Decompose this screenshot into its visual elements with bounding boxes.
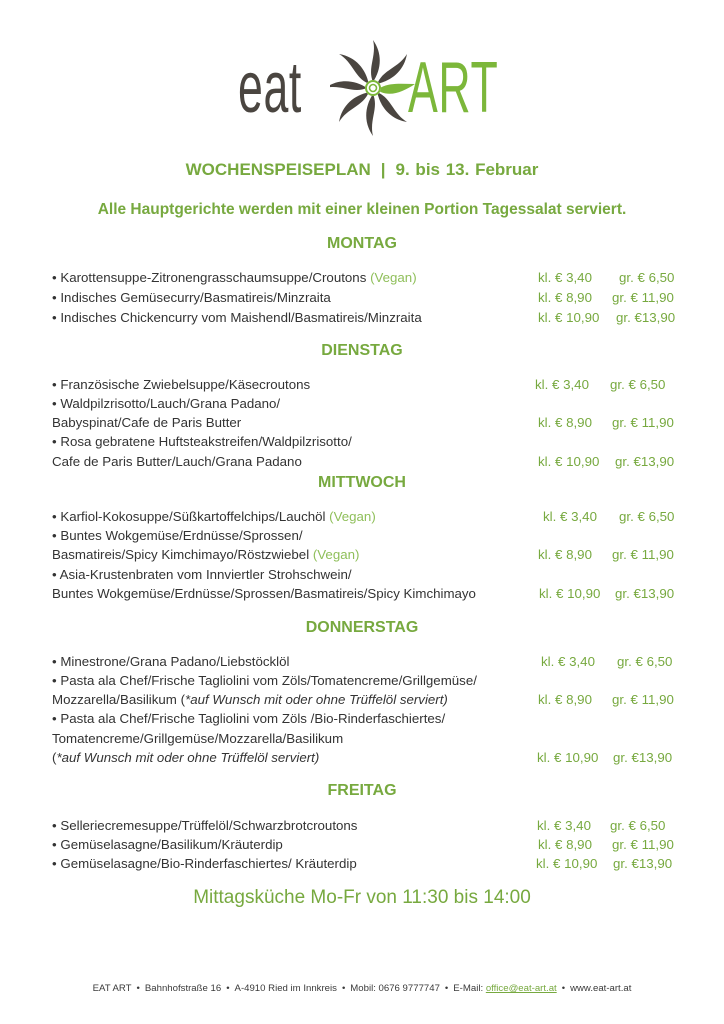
menu-item-line: Cafe de Paris Butter/Lauch/Grana Padano [52, 454, 302, 469]
price-large: gr. € 6,50 [619, 270, 675, 285]
menu-item-line: Mozzarella/Basilikum (*auf Wunsch mit oder ohne Trüffelöl serviert) [52, 692, 448, 707]
day-heading-dienstag: DIENSTAG [321, 342, 403, 359]
footer-contact: EAT ART • Bahnhofstraße 16 • A-4910 Ried im Innkreis • Mobil: 0676 9777747 • E-Mail: office@eat-art.at • www.eat-art.at [92, 983, 632, 994]
price-large: gr. € 11,90 [612, 290, 674, 305]
menu-item-line: Tomatencreme/Grillgemüse/Mozzarella/Basilikum [52, 731, 344, 746]
day-heading-montag: MONTAG [327, 235, 397, 252]
vegan-tag: (Vegan) [370, 270, 417, 285]
vegan-tag: (Vegan) [312, 547, 360, 562]
price-large: gr. €13,90 [615, 586, 675, 601]
price-large: gr. € 6,50 [619, 509, 675, 524]
vegan-tag: (Vegan) [329, 509, 376, 524]
footer-address: Bahnhofstraße 16 [144, 983, 222, 994]
truffle-note: *auf Wunsch mit oder ohne Trüffelöl serviert) [56, 750, 320, 765]
menu-item: • Gemüselasagne/Basilikum/Kräuterdip [52, 837, 283, 852]
price-large: gr. € 11,90 [612, 837, 674, 852]
price-large: gr. € 11,90 [612, 692, 674, 707]
price-large: gr. € 6,50 [610, 818, 666, 833]
menu-item: • Indisches Gemüsecurry/Basmatireis/Minzraita [52, 290, 331, 305]
price-small: kl. € 3,40 [537, 818, 591, 833]
menu-item: • Gemüselasagne/Bio-Rinderfaschiertes/ Kräuterdip [52, 856, 357, 871]
price-small: kl. € 3,40 [535, 377, 589, 392]
menu-item-line: • Waldpilzrisotto/Lauch/Grana Padano/ [52, 396, 281, 411]
price-large: gr. € 6,50 [617, 654, 673, 669]
footer-phone: Mobil: 0676 9777747 [350, 983, 440, 994]
price-small: kl. € 10,90 [538, 310, 600, 325]
menu-item-line: • Pasta ala Chef/Frische Tagliolini vom Zöls/Tomatencreme/Grillgemüse/ [52, 673, 477, 688]
footer-email-label: E-Mail: [453, 983, 484, 994]
price-small: kl. € 8,90 [538, 415, 592, 430]
day-heading-donnerstag: DONNERSTAG [305, 619, 419, 636]
price-small: kl. € 8,90 [538, 692, 592, 707]
logo-word-eat: eat [238, 48, 302, 128]
title-separator: | [380, 160, 386, 179]
menu-item: • Französische Zwiebelsuppe/Käsecroutons [52, 377, 311, 392]
price-small: kl. € 10,90 [539, 586, 601, 601]
price-large: gr. € 11,90 [612, 415, 674, 430]
subtitle-note: Alle Hauptgerichte werden mit einer kleinen Portion Tagessalat serviert. [97, 201, 627, 218]
title-label: WOCHENSPEISEPLAN [185, 160, 371, 179]
price-small: kl. € 8,90 [538, 547, 592, 562]
price-large: gr. € 6,50 [610, 377, 666, 392]
menu-item-line: • Rosa gebratene Huftsteakstreifen/Waldpilzrisotto/ [52, 434, 352, 449]
price-small: kl. € 3,40 [538, 270, 592, 285]
logo-word-art: ART [408, 48, 499, 128]
day-heading-mittwoch: MITTWOCH [318, 474, 406, 491]
footer-city: A-4910 Ried im Innkreis [234, 983, 337, 994]
price-large: gr. €13,90 [616, 310, 676, 325]
swirl-flower-icon [330, 38, 416, 138]
eat-art-logo [238, 38, 498, 138]
menu-item: • Karfiol-Kokosuppe/Süßkartoffelchips/Lauchöl (Vegan) [52, 509, 376, 524]
price-small: kl. € 10,90 [537, 750, 599, 765]
date-range: 9. bis 13. Februar [395, 160, 539, 179]
opening-hours: Mittagsküche Mo-Fr von 11:30 bis 14:00 [193, 887, 531, 908]
price-large: gr. € 11,90 [612, 547, 674, 562]
menu-item: • Indisches Chickencurry vom Maishendl/Basmatireis/Minzraita [52, 310, 422, 325]
price-small: kl. € 3,40 [541, 654, 595, 669]
price-large: gr. €13,90 [615, 454, 675, 469]
price-small: kl. € 10,90 [538, 454, 600, 469]
price-large: gr. €13,90 [613, 856, 673, 871]
price-small: kl. € 8,90 [538, 290, 592, 305]
price-large: gr. €13,90 [613, 750, 673, 765]
menu-item-line: (*auf Wunsch mit oder ohne Trüffelöl serviert) [52, 750, 320, 765]
menu-item-line: • Pasta ala Chef/Frische Tagliolini vom Zöls /Bio-Rinderfaschiertes/ [52, 711, 446, 726]
menu-item: • Selleriecremesuppe/Trüffelöl/Schwarzbrotcroutons [52, 818, 358, 833]
price-small: kl. € 10,90 [536, 856, 598, 871]
menu-item: • Karottensuppe-Zitronengrasschaumsuppe/Croutons (Vegan) [52, 270, 417, 285]
footer-name: EAT ART [92, 983, 132, 994]
price-small: kl. € 3,40 [543, 509, 597, 524]
price-small: kl. € 8,90 [538, 837, 592, 852]
day-heading-freitag: FREITAG [327, 782, 397, 799]
menu-item-line: Babyspinat/Cafe de Paris Butter [52, 415, 242, 430]
menu-item-line: • Asia-Krustenbraten vom Innviertler Strohschwein/ [52, 567, 352, 582]
page-title [0, 160, 724, 180]
menu-item-line: • Buntes Wokgemüse/Erdnüsse/Sprossen/ [52, 528, 303, 543]
email-link[interactable]: office@eat-art.at [485, 983, 557, 994]
menu-item: • Minestrone/Grana Padano/Liebstöcklöl [52, 654, 290, 669]
truffle-note: *auf Wunsch mit oder ohne Trüffelöl serviert) [185, 692, 448, 707]
menu-item-line: Buntes Wokgemüse/Erdnüsse/Sprossen/Basmatireis/Spicy Kimchimayo [52, 586, 476, 601]
menu-item-line: Basmatireis/Spicy Kimchimayo/Röstzwiebel (Vegan) [52, 547, 360, 562]
website-link[interactable]: www.eat-art.at [570, 983, 632, 994]
